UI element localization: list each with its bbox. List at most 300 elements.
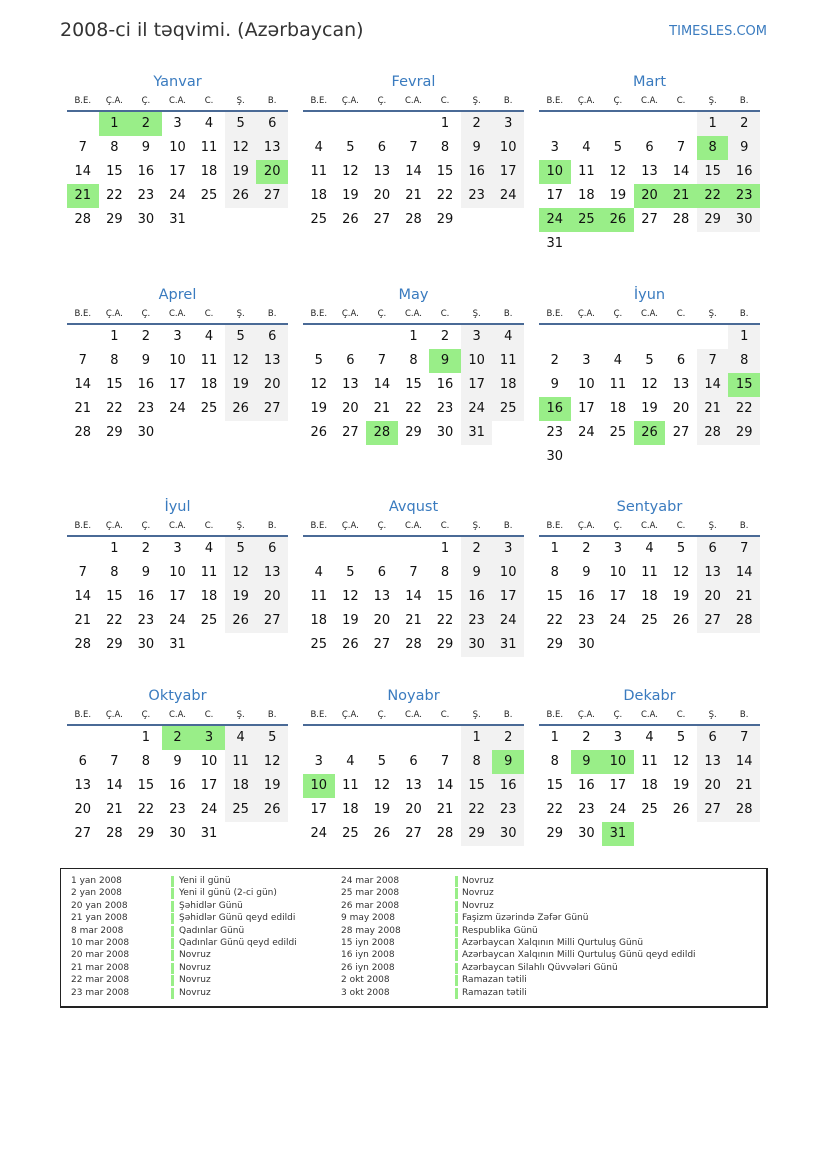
day-cell: 10	[169, 140, 186, 155]
day-cell: 10	[169, 353, 186, 368]
day-cell: 24	[492, 609, 524, 633]
weekday-header	[303, 93, 524, 112]
day-cell: 1	[550, 541, 559, 556]
day-cell: 25	[641, 613, 658, 628]
day-cell: 31	[200, 826, 218, 841]
day-cell: 3	[613, 730, 623, 745]
day-cell: 31	[169, 637, 186, 652]
legend-holiday-name: Azərbaycan Xalqının Milli Qurtuluş Günü	[462, 938, 644, 948]
day-cell: 21	[373, 401, 391, 416]
day-cell: 13	[641, 164, 658, 179]
holiday-day-cell: 1	[99, 112, 131, 136]
day-cell: 5	[613, 140, 623, 155]
days-grid	[539, 112, 760, 256]
day-cell: 1	[141, 730, 151, 745]
weekday-label: C.	[440, 710, 450, 720]
legend-holiday-name: Novruz	[179, 987, 211, 998]
day-cell: 3	[582, 353, 591, 368]
holiday-day-cell: 25	[571, 208, 603, 232]
day-cell: 8	[550, 565, 559, 580]
empty-cell	[366, 325, 398, 349]
month-name: Fevral	[391, 74, 436, 90]
weekday-label: Ç.	[377, 96, 387, 106]
day-cell: 30	[578, 826, 595, 841]
day-cell: 4	[645, 730, 654, 745]
day-cell: 14	[728, 561, 760, 585]
day-cell: 15	[106, 377, 123, 392]
day-cell: 10	[609, 565, 627, 580]
holiday-marker-icon	[171, 901, 174, 912]
weekday-label: Ç.	[613, 710, 623, 720]
days-grid	[539, 726, 760, 846]
legend-holiday-name: Novruz	[179, 950, 211, 961]
weekday-header	[67, 707, 288, 726]
day-cell: 4	[613, 353, 623, 368]
weekday-label: Ş.	[708, 521, 717, 531]
day-cell: 30	[436, 425, 454, 440]
day-cell: 12	[256, 750, 288, 774]
weekday-label: C.A.	[168, 96, 186, 106]
day-cell: 14	[728, 750, 760, 774]
day-cell: 12	[310, 377, 328, 392]
day-cell: 15	[137, 778, 155, 793]
day-cell: 18	[492, 373, 524, 397]
weekday-label: C.A.	[168, 710, 186, 720]
day-cell: 17	[492, 585, 524, 609]
legend-date: 10 mar 2008	[71, 938, 130, 948]
day-cell: 3	[613, 541, 623, 556]
days-grid	[303, 325, 524, 445]
weekday-label: Ç.A.	[105, 309, 123, 319]
day-cell: 27	[342, 425, 359, 440]
day-cell: 17	[200, 778, 218, 793]
day-cell: 26	[672, 802, 690, 817]
holiday-day-cell: 21	[665, 184, 697, 208]
day-cell: 3	[314, 754, 323, 769]
day-cell: 7	[78, 353, 87, 368]
weekday-label: Ş.	[708, 710, 717, 720]
legend-date: 3 okt 2008	[341, 987, 390, 998]
holiday-legend	[60, 868, 768, 1008]
day-cell: 17	[578, 401, 595, 416]
empty-cell	[634, 325, 666, 349]
day-cell: 9	[141, 140, 151, 155]
holiday-day-cell: 31	[602, 822, 634, 846]
weekday-label: B.E.	[74, 710, 92, 720]
day-cell: 16	[492, 774, 524, 798]
day-cell: 30	[546, 449, 564, 464]
day-cell: 20	[405, 802, 422, 817]
day-cell: 22	[461, 798, 493, 822]
weekday-header	[67, 93, 288, 112]
empty-cell	[571, 325, 603, 349]
day-cell: 11	[310, 589, 328, 604]
legend-date: 8 mar 2008	[71, 925, 124, 936]
day-cell: 7	[728, 537, 760, 561]
weekday-label: Ç.A.	[577, 521, 595, 531]
day-cell: 29	[137, 826, 155, 841]
day-cell: 13	[405, 778, 422, 793]
weekday-label: B.E.	[546, 710, 564, 720]
month-8	[539, 496, 760, 657]
legend-date: 23 mar 2008	[71, 987, 130, 998]
days-grid	[539, 325, 760, 469]
legend-holiday-name: Yeni il günü (2-ci gün)	[179, 888, 277, 899]
day-cell: 20	[74, 802, 92, 817]
day-cell: 15	[436, 589, 454, 604]
day-cell: 3	[461, 325, 493, 349]
day-cell: 23	[137, 613, 155, 628]
day-cell: 26	[672, 613, 690, 628]
day-cell: 7	[409, 565, 418, 580]
weekday-label: Ç.A.	[577, 710, 595, 720]
weekday-label: C.	[676, 309, 686, 319]
weekday-label: Ç.	[377, 710, 387, 720]
day-cell: 17	[546, 188, 564, 203]
day-cell: 4	[582, 140, 591, 155]
holiday-marker-icon	[171, 975, 174, 986]
day-cell: 8	[110, 565, 119, 580]
day-cell: 6	[676, 353, 686, 368]
legend-holiday-name: Ramazan tətili	[462, 987, 527, 998]
day-cell: 2	[141, 329, 151, 344]
days-grid	[303, 726, 524, 846]
month-name: Mart	[632, 74, 667, 90]
day-cell: 1	[461, 726, 493, 750]
holiday-marker-icon	[171, 950, 174, 961]
day-cell: 14	[74, 377, 92, 392]
day-cell: 13	[256, 136, 288, 160]
day-cell: 9	[461, 561, 493, 585]
day-cell: 24	[609, 802, 627, 817]
day-cell: 8	[141, 754, 151, 769]
day-cell: 23	[492, 798, 524, 822]
empty-cell	[335, 537, 367, 561]
day-cell: 8	[440, 565, 450, 580]
legend-date: 9 may 2008	[341, 913, 395, 924]
day-cell: 24	[200, 802, 218, 817]
day-cell: 27	[672, 425, 690, 440]
month-9	[67, 685, 288, 846]
legend-date: 28 may 2008	[341, 925, 401, 936]
legend-date: 26 mar 2008	[341, 900, 400, 911]
weekday-label: Ç.	[613, 309, 623, 319]
day-cell: 7	[110, 754, 119, 769]
empty-cell	[67, 726, 99, 750]
day-cell: 15	[546, 589, 564, 604]
day-cell: 29	[106, 212, 123, 227]
day-cell: 20	[697, 585, 729, 609]
empty-cell	[67, 325, 99, 349]
holiday-marker-icon	[455, 963, 458, 974]
weekday-label: C.	[440, 96, 450, 106]
day-cell: 30	[169, 826, 186, 841]
day-cell: 19	[256, 774, 288, 798]
days-grid	[303, 537, 524, 657]
day-cell: 25	[492, 397, 524, 421]
holiday-day-cell: 9	[492, 750, 524, 774]
weekday-label: Ç.A.	[105, 96, 123, 106]
holiday-marker-icon	[455, 901, 458, 912]
day-cell: 15	[436, 164, 454, 179]
holiday-day-cell: 3	[193, 726, 225, 750]
empty-cell	[99, 726, 131, 750]
empty-cell	[571, 112, 603, 136]
month-10	[303, 685, 524, 846]
holiday-day-cell: 10	[303, 774, 335, 798]
day-cell: 8	[110, 140, 119, 155]
holiday-marker-icon	[455, 975, 458, 986]
day-cell: 7	[78, 565, 87, 580]
weekday-label: C.A.	[404, 309, 422, 319]
day-cell: 4	[204, 116, 214, 131]
day-cell: 14	[106, 778, 123, 793]
legend-date: 22 mar 2008	[71, 975, 130, 986]
holiday-day-cell: 20	[256, 160, 288, 184]
day-cell: 12	[373, 778, 391, 793]
day-cell: 25	[225, 798, 257, 822]
day-cell: 14	[373, 377, 391, 392]
day-cell: 19	[310, 401, 328, 416]
day-cell: 13	[256, 561, 288, 585]
empty-cell	[398, 537, 430, 561]
empty-cell	[398, 112, 430, 136]
day-cell: 5	[225, 325, 257, 349]
day-cell: 2	[461, 537, 493, 561]
day-cell: 15	[697, 160, 729, 184]
day-cell: 18	[342, 802, 359, 817]
day-cell: 30	[728, 208, 760, 232]
day-cell: 11	[200, 353, 218, 368]
day-cell: 9	[141, 565, 151, 580]
legend-holiday-name: Respublika Günü	[462, 925, 538, 936]
weekday-label: Ş.	[472, 521, 481, 531]
holiday-day-cell: 10	[539, 160, 571, 184]
weekday-label: C.A.	[640, 96, 658, 106]
day-cell: 15	[461, 774, 493, 798]
weekday-label: B.E.	[546, 309, 564, 319]
day-cell: 16	[169, 778, 186, 793]
empty-cell	[335, 726, 367, 750]
month-7	[303, 496, 524, 657]
day-cell: 26	[225, 184, 257, 208]
day-cell: 25	[609, 425, 627, 440]
day-cell: 28	[405, 212, 422, 227]
holiday-marker-icon	[171, 938, 174, 949]
day-cell: 27	[641, 212, 658, 227]
day-cell: 23	[578, 802, 595, 817]
day-cell: 23	[578, 613, 595, 628]
day-cell: 26	[342, 637, 359, 652]
day-cell: 22	[106, 401, 123, 416]
weekday-header	[539, 707, 760, 726]
days-grid	[67, 325, 288, 445]
day-cell: 21	[74, 401, 92, 416]
day-cell: 29	[546, 826, 564, 841]
legend-holiday-name: Novruz	[179, 962, 211, 973]
day-cell: 28	[672, 212, 690, 227]
weekday-label: B.E.	[546, 96, 564, 106]
day-cell: 11	[492, 349, 524, 373]
day-cell: 10	[200, 754, 218, 769]
day-cell: 16	[728, 160, 760, 184]
weekday-label: B.E.	[74, 521, 92, 531]
day-cell: 28	[74, 212, 92, 227]
day-cell: 12	[672, 754, 690, 769]
day-cell: 22	[137, 802, 155, 817]
holiday-marker-icon	[171, 988, 174, 999]
day-cell: 27	[373, 637, 391, 652]
day-cell: 24	[461, 397, 493, 421]
empty-cell	[539, 325, 571, 349]
weekday-label: Ç.A.	[341, 521, 359, 531]
holiday-marker-icon	[455, 938, 458, 949]
legend-holiday-name: Novruz	[462, 888, 494, 899]
day-cell: 21	[74, 613, 92, 628]
holiday-day-cell: 24	[539, 208, 571, 232]
day-cell: 18	[641, 778, 658, 793]
month-name: Dekabr	[623, 688, 676, 704]
day-cell: 27	[256, 184, 288, 208]
day-cell: 31	[169, 212, 186, 227]
weekday-label: B.	[267, 521, 277, 531]
days-grid	[303, 112, 524, 232]
legend-date: 21 mar 2008	[71, 962, 130, 973]
holiday-day-cell: 2	[162, 726, 194, 750]
weekday-label: B.E.	[310, 309, 328, 319]
weekday-label: C.A.	[168, 309, 186, 319]
holiday-day-cell: 2	[130, 112, 162, 136]
empty-cell	[539, 112, 571, 136]
day-cell: 25	[200, 401, 218, 416]
day-cell: 18	[641, 589, 658, 604]
day-cell: 22	[106, 613, 123, 628]
day-cell: 29	[106, 425, 123, 440]
day-cell: 29	[405, 425, 422, 440]
legend-holiday-name: Qadınlar Günü qeyd edildi	[179, 938, 297, 948]
day-cell: 23	[546, 425, 564, 440]
weekday-label: B.	[503, 309, 513, 319]
day-cell: 19	[342, 613, 359, 628]
day-cell: 5	[314, 353, 323, 368]
weekday-label: C.A.	[404, 96, 422, 106]
month-name: Noyabr	[387, 688, 440, 704]
day-cell: 24	[169, 188, 186, 203]
day-cell: 5	[225, 537, 257, 561]
month-name: İyun	[633, 287, 666, 303]
weekday-label: C.A.	[640, 710, 658, 720]
holiday-marker-icon	[171, 963, 174, 974]
day-cell: 15	[405, 377, 422, 392]
day-cell: 1	[110, 541, 119, 556]
legend-date: 26 iyn 2008	[341, 962, 395, 973]
day-cell: 1	[409, 329, 418, 344]
day-cell: 11	[342, 778, 359, 793]
day-cell: 5	[377, 754, 387, 769]
day-cell: 13	[373, 164, 391, 179]
day-cell: 31	[461, 421, 493, 445]
day-cell: 29	[546, 637, 564, 652]
day-cell: 13	[373, 589, 391, 604]
holiday-day-cell: 28	[366, 421, 398, 445]
month-name: Avqust	[388, 499, 439, 515]
brand-link[interactable]: TIMESLES.COM	[669, 24, 767, 39]
legend-date: 24 mar 2008	[341, 876, 400, 886]
empty-cell	[366, 112, 398, 136]
month-4	[303, 284, 524, 445]
day-cell: 4	[204, 541, 214, 556]
holiday-marker-icon	[455, 888, 458, 899]
day-cell: 13	[74, 778, 92, 793]
month-name: Sentyabr	[616, 499, 683, 515]
day-cell: 1	[110, 329, 119, 344]
weekday-label: B.E.	[310, 96, 328, 106]
day-cell: 24	[492, 184, 524, 208]
day-cell: 12	[609, 164, 627, 179]
day-cell: 14	[405, 164, 422, 179]
day-cell: 14	[697, 373, 729, 397]
day-cell: 9	[550, 377, 559, 392]
day-cell: 14	[74, 589, 92, 604]
month-name: May	[398, 287, 429, 303]
day-cell: 17	[609, 778, 627, 793]
day-cell: 30	[578, 637, 595, 652]
day-cell: 14	[405, 589, 422, 604]
day-cell: 21	[405, 188, 422, 203]
day-cell: 10	[492, 136, 524, 160]
month-name: Yanvar	[153, 74, 202, 90]
day-cell: 28	[106, 826, 123, 841]
day-cell: 9	[461, 136, 493, 160]
empty-cell	[335, 325, 367, 349]
day-cell: 24	[169, 401, 186, 416]
day-cell: 5	[346, 140, 355, 155]
day-cell: 7	[440, 754, 450, 769]
weekday-label: Ç.	[377, 521, 387, 531]
day-cell: 10	[169, 565, 186, 580]
weekday-label: Ç.	[141, 521, 151, 531]
day-cell: 21	[405, 613, 422, 628]
month-6	[67, 496, 288, 657]
day-cell: 17	[310, 802, 328, 817]
day-cell: 25	[200, 188, 218, 203]
day-cell: 19	[609, 188, 627, 203]
day-cell: 12	[641, 377, 658, 392]
day-cell: 2	[582, 730, 591, 745]
weekday-label: Ç.	[613, 521, 623, 531]
day-cell: 3	[173, 541, 182, 556]
holiday-day-cell: 9	[429, 349, 461, 373]
weekday-label: C.A.	[404, 710, 422, 720]
weekday-label: Ç.A.	[105, 521, 123, 531]
empty-cell	[303, 726, 335, 750]
day-cell: 11	[310, 164, 328, 179]
legend-date: 20 yan 2008	[71, 900, 128, 911]
month-name: İyul	[164, 499, 191, 515]
day-cell: 29	[436, 212, 454, 227]
day-cell: 15	[106, 164, 123, 179]
day-cell: 22	[405, 401, 422, 416]
weekday-header	[303, 707, 524, 726]
holiday-marker-icon	[171, 888, 174, 899]
day-cell: 7	[697, 349, 729, 373]
empty-cell	[665, 112, 697, 136]
day-cell: 26	[373, 826, 391, 841]
empty-cell	[303, 112, 335, 136]
legend-date: 16 iyn 2008	[341, 950, 395, 961]
day-cell: 6	[409, 754, 418, 769]
day-cell: 21	[728, 774, 760, 798]
